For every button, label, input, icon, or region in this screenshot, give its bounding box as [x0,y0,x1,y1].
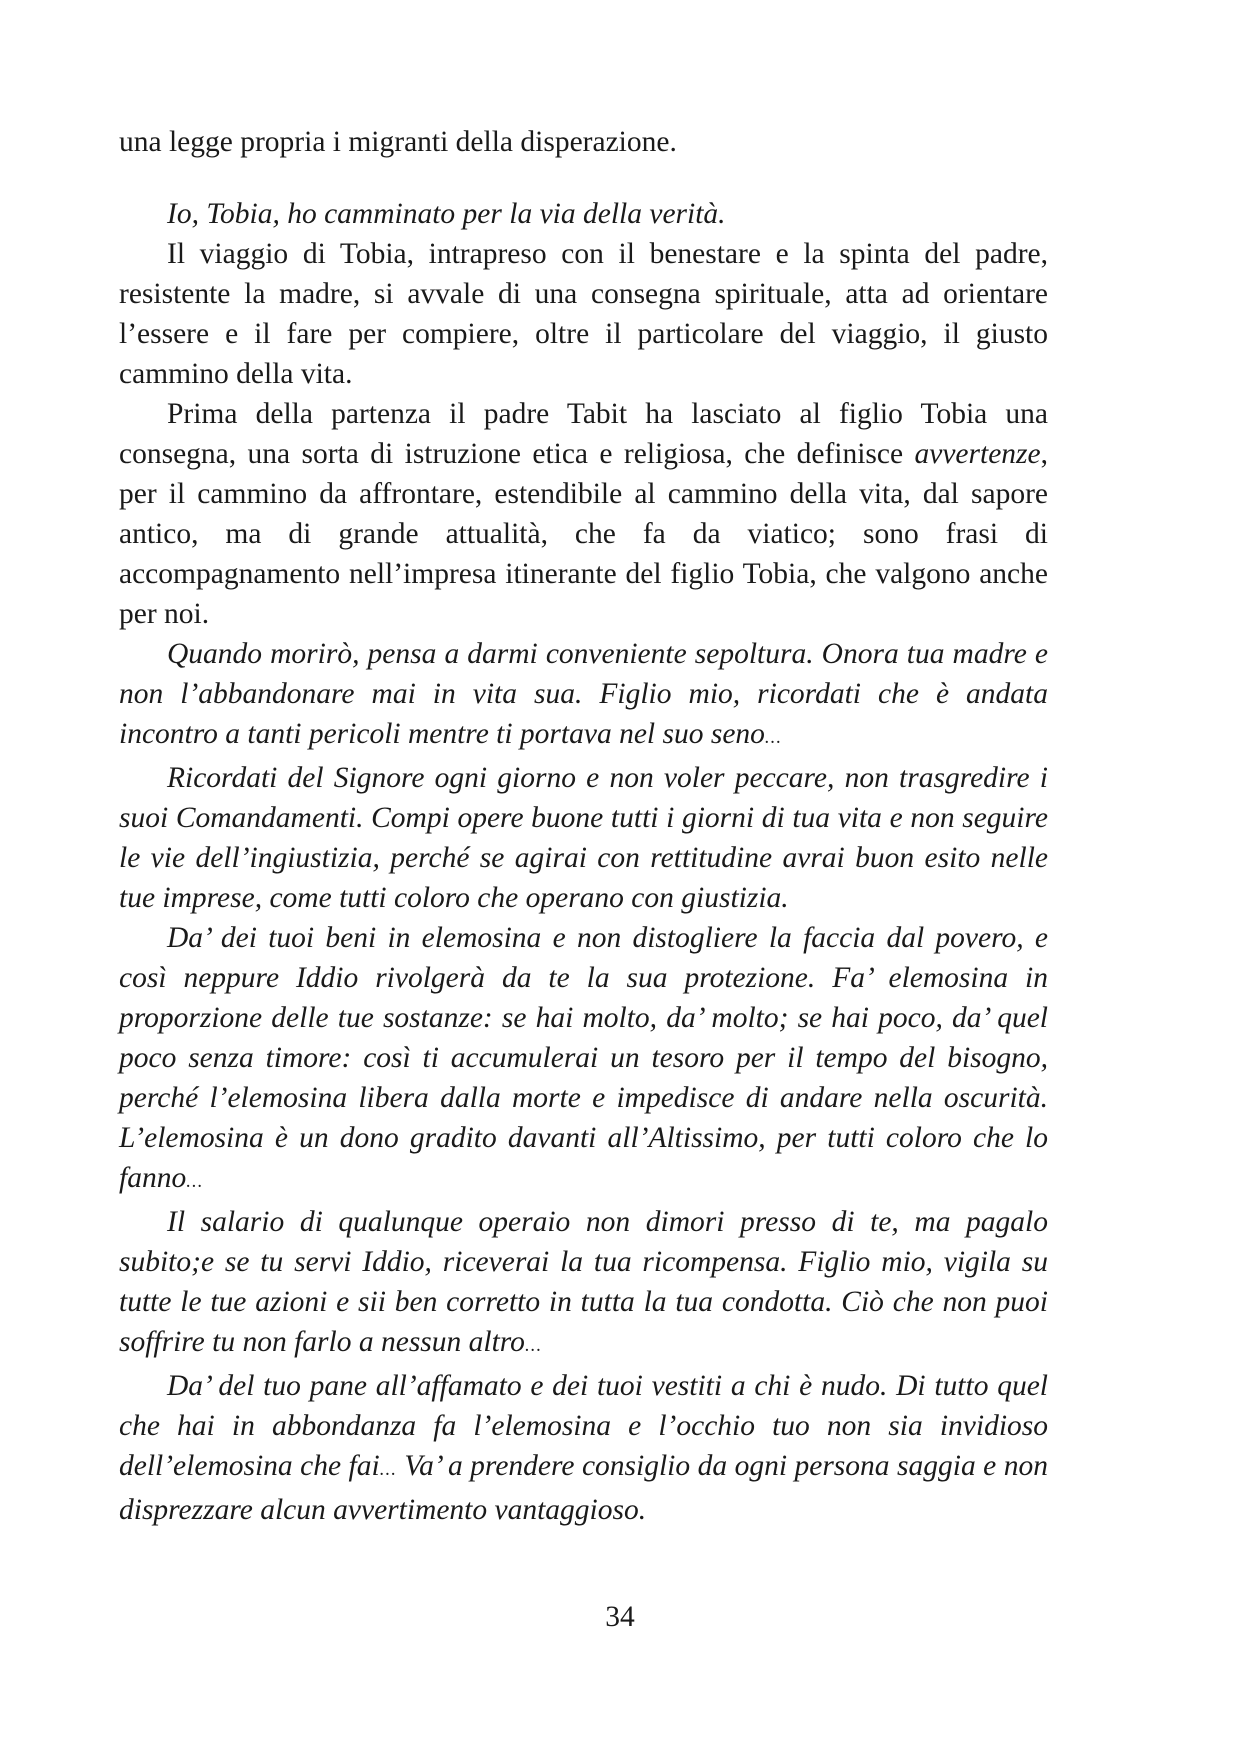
quote-bread [119,1366,1048,1530]
page-body [119,122,1048,1530]
paragraph-departure-end: , per il cammino da affrontare, estendibile al cammino della vita, dal sapore antico, ma di grande attualità, che fa da viatico; sono frasi di accompagnamento nell’impresa itinerante del figlio Tobia, che valgono anche per noi. [119,438,1048,630]
page-number: 34 [605,1601,635,1633]
quote-wages [119,1202,1048,1366]
ellipsis-1: ... [764,727,783,748]
ellipsis-3: ... [524,1335,543,1356]
quote-alms-text: Da’ dei tuoi beni in elemosina e non distogliere la faccia dal povero, e così neppure Iddio rivolgerà da te la sua protezione. Fa’ elemosina in proporzione delle tue sostanze: se hai molto, da’ molto; se hai poco, da’ quel poco senza timore: così ti accumulerai un tesoro per il tempo del bisogno, perché l’elemosina libera dalla morte e impedisce di andare nella oscurità. L’elemosina è un dono gradito davanti all’Altissimo, per tutti coloro che lo fanno [119,922,1048,1194]
paragraph-departure [119,394,1048,634]
quote-wages-text: Il salario di qualunque operaio non dimori presso di te, ma pagalo subito;e se tu servi Iddio, riceverai la tua ricompensa. Figlio mio, vigila su tutte le tue azioni e sii ben corretto in tutta la tua condotta. Ciò che non puoi soffrire tu non farlo a nessun altro [119,1206,1048,1358]
quote-bread-text-a: Da’ del tuo pane all’affamato e dei tuoi vestiti a chi è nudo. Di tutto quel che hai in abbondanza fa l’elemosina e l’occhio tuo non sia invidioso dell’elemosina che fai [119,1370,1048,1482]
paragraph-departure-start: Prima della partenza il padre Tabit ha lasciato al figlio Tobia una consegna, una sorta di istruzione etica e religiosa, che definisce [119,398,1048,470]
ellipsis-4: ... [379,1459,397,1480]
paragraph-journey: Il viaggio di Tobia, intrapreso con il benestare e la spinta del padre, resistente la madre, si avvale di una consegna spirituale, atta ad orientare l’essere e il fare per compiere, oltre il particolare del viaggio, il giusto cammino della vita. [119,238,1048,390]
quote-truth: Io, Tobia, ho camminato per la via della verità. [167,198,726,230]
opening-line: una legge propria i migranti della disperazione. [119,126,677,158]
quote-burial [119,634,1048,758]
quote-bread-text-b: Va’ a prendere consiglio da ogni persona saggia e non disprezzare alcun avvertimento vantaggioso. [119,1450,1048,1526]
ellipsis-2: ... [186,1171,204,1192]
body-text [119,194,1048,1530]
term-avvertenze: avvertenze [914,438,1041,470]
quote-burial-text: Quando morirò, pensa a darmi conveniente sepoltura. Onora tua madre e non l’abbandonare mai in vita sua. Figlio mio, ricordati che è andata incontro a tanti pericoli mentre ti portava nel suo seno [119,638,1048,750]
quote-alms [119,918,1048,1202]
quote-lord: Ricordati del Signore ogni giorno e non voler peccare, non trasgredire i suoi Comandamenti. Compi opere buone tutti i giorni di tua vita e non seguire le vie dell’ingiustizia, perché se agirai con rettitudine avrai buon esito nelle tue imprese, come tutti coloro che operano con giustizia. [119,762,1048,914]
